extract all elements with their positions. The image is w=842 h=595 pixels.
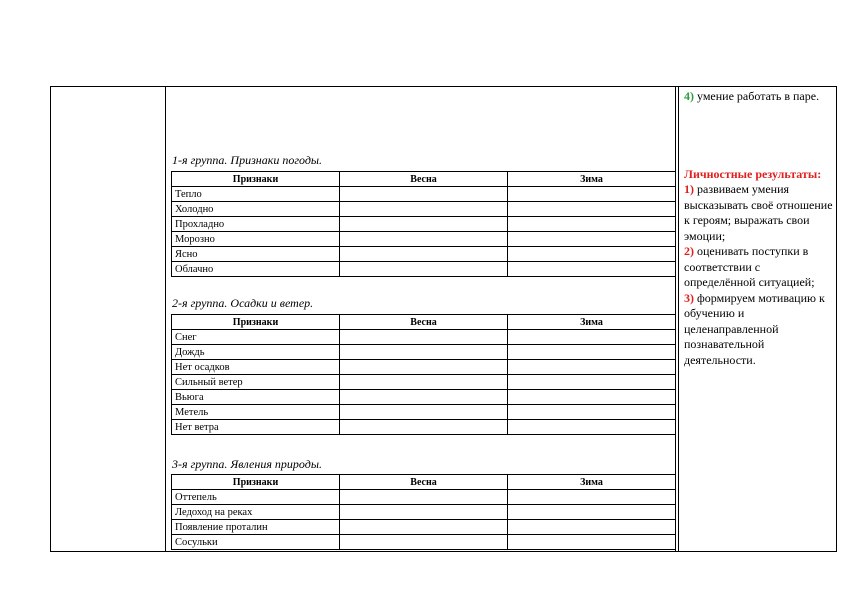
table-row: [172, 345, 676, 360]
personal-results-heading: Личностные результаты:: [684, 166, 822, 181]
table-row: [172, 505, 676, 520]
spring-cell[interactable]: [340, 247, 508, 262]
winter-cell[interactable]: [508, 345, 676, 360]
table-row: [172, 217, 676, 232]
spring-cell[interactable]: [340, 345, 508, 360]
result-item-1: [684, 182, 834, 244]
row-label: Снег: [172, 330, 340, 345]
row-label: Облачно: [172, 262, 340, 277]
item-number: 1): [684, 182, 694, 196]
row-label: Сосульки: [172, 535, 340, 550]
spring-cell[interactable]: [340, 262, 508, 277]
table-row: [172, 360, 676, 375]
table-row: [172, 330, 676, 345]
column-divider: [678, 86, 679, 552]
group-2-title: 2-я группа. Осадки и ветер.: [172, 296, 314, 310]
spring-cell[interactable]: [340, 405, 508, 420]
spring-cell[interactable]: [340, 535, 508, 550]
table-row: [172, 405, 676, 420]
row-label: Появление проталин: [172, 520, 340, 535]
winter-cell[interactable]: [508, 375, 676, 390]
item-text: умение работать в паре.: [697, 89, 820, 103]
table-row: [172, 535, 676, 550]
table-row: [172, 520, 676, 535]
column-header: Весна: [340, 315, 508, 330]
column-header: Зима: [508, 315, 676, 330]
row-label: Сильный ветер: [172, 375, 340, 390]
column-header: Признаки: [172, 475, 340, 490]
group-1-table: [171, 171, 676, 277]
row-label: Вьюга: [172, 390, 340, 405]
group-1-title: 1-я группа. Признаки погоды.: [172, 153, 323, 167]
item-number: 3): [684, 290, 694, 305]
item-number: 4): [684, 89, 694, 103]
spring-cell[interactable]: [340, 390, 508, 405]
row-label: Нет ветра: [172, 420, 340, 435]
column-header: Зима: [508, 475, 676, 490]
table-row: [172, 262, 676, 277]
item-text: оценивать поступки в соответствии с определённой ситуацией;: [684, 244, 815, 289]
item-text: формируем мотивацию к обучению и целенаправленной познавательной деятельности.: [684, 290, 825, 367]
table-row: [172, 187, 676, 202]
winter-cell[interactable]: [508, 505, 676, 520]
column-header: Зима: [508, 172, 676, 187]
winter-cell[interactable]: [508, 232, 676, 247]
table-row: [172, 490, 676, 505]
result-item-3: [684, 291, 834, 369]
table-header-row: [172, 172, 676, 187]
table-row: [172, 247, 676, 262]
spring-cell[interactable]: [340, 520, 508, 535]
table-row: [172, 375, 676, 390]
winter-cell[interactable]: [508, 247, 676, 262]
spring-cell[interactable]: [340, 375, 508, 390]
spring-cell[interactable]: [340, 187, 508, 202]
group-2-table: [171, 314, 676, 435]
item-number: 2): [684, 244, 694, 258]
group-3-table: [171, 474, 676, 550]
winter-cell[interactable]: [508, 405, 676, 420]
table-header-row: [172, 315, 676, 330]
row-label: Ясно: [172, 247, 340, 262]
row-label: Прохладно: [172, 217, 340, 232]
table-row: [172, 390, 676, 405]
winter-cell[interactable]: [508, 420, 676, 435]
spacer: [684, 105, 834, 167]
row-label: Тепло: [172, 187, 340, 202]
column-header: Весна: [340, 172, 508, 187]
results-column: [684, 89, 834, 368]
item-text: развиваем умения высказывать своё отношение к героям; выражать свои эмоции;: [684, 182, 833, 243]
winter-cell[interactable]: [508, 217, 676, 232]
winter-cell[interactable]: [508, 490, 676, 505]
winter-cell[interactable]: [508, 187, 676, 202]
table-header-row: [172, 475, 676, 490]
table-row: [172, 420, 676, 435]
spring-cell[interactable]: [340, 202, 508, 217]
winter-cell[interactable]: [508, 330, 676, 345]
row-label: Ледоход на реках: [172, 505, 340, 520]
row-label: Морозно: [172, 232, 340, 247]
winter-cell[interactable]: [508, 535, 676, 550]
row-label: Дождь: [172, 345, 340, 360]
skill-item-4: [684, 89, 834, 105]
row-label: Холодно: [172, 202, 340, 217]
winter-cell[interactable]: [508, 262, 676, 277]
winter-cell[interactable]: [508, 390, 676, 405]
column-divider: [165, 86, 166, 552]
column-header: Признаки: [172, 315, 340, 330]
spring-cell[interactable]: [340, 490, 508, 505]
spring-cell[interactable]: [340, 217, 508, 232]
spring-cell[interactable]: [340, 360, 508, 375]
row-label: Нет осадков: [172, 360, 340, 375]
result-item-2: [684, 244, 834, 291]
winter-cell[interactable]: [508, 202, 676, 217]
row-label: Метель: [172, 405, 340, 420]
spring-cell[interactable]: [340, 232, 508, 247]
table-bottom-edge: [50, 551, 837, 552]
spring-cell[interactable]: [340, 505, 508, 520]
winter-cell[interactable]: [508, 360, 676, 375]
column-header: Весна: [340, 475, 508, 490]
column-header: Признаки: [172, 172, 340, 187]
winter-cell[interactable]: [508, 520, 676, 535]
row-label: Оттепель: [172, 490, 340, 505]
table-row: [172, 202, 676, 217]
group-3-title: 3-я группа. Явления природы.: [172, 457, 322, 471]
table-row: [172, 232, 676, 247]
spring-cell[interactable]: [340, 420, 508, 435]
spring-cell[interactable]: [340, 330, 508, 345]
